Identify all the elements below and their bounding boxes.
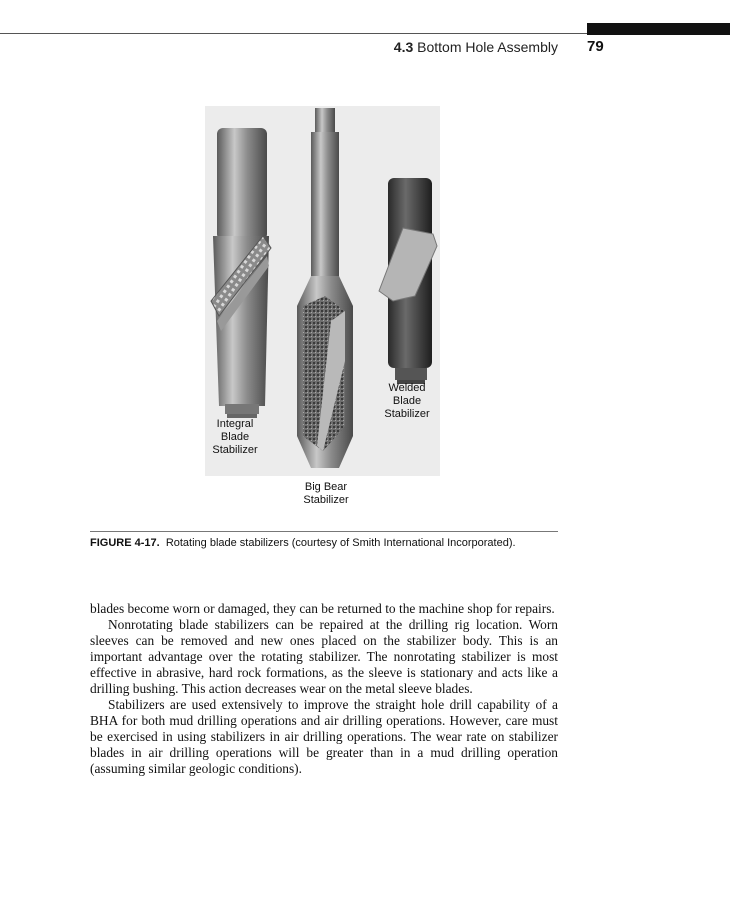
page-number: 79 (587, 38, 604, 55)
caption-rule (90, 531, 558, 532)
section-number: 4.3 (393, 39, 414, 55)
caption-text: Rotating blade stabilizers (courtesy of Smith International Incorporated). (165, 537, 516, 549)
label-welded-blade-stabilizer: Welded Blade Stabilizer (384, 382, 430, 420)
section-title: Bottom Hole Assembly (417, 39, 558, 55)
paragraph-nonrotating: Nonrotating blade stabilizers can be repaired at the drilling rig location. Worn sleeves can be removed and new ones placed on the stabilizer body. This is an important advantage over the rotating stabilizer. The nonrotating stabilizer is most effective in abrasive, hard rock formations, as the sleeve is stationary and acts like a drilling bushing. This action decreases wear on the metal sleeve blades. (90, 617, 558, 696)
figure-caption (90, 537, 590, 549)
integral-stabilizer (211, 128, 271, 418)
paragraph-continued: blades become worn or damaged, they can be returned to the machine shop for repairs. (90, 601, 555, 616)
big-bear-stabilizer (297, 108, 353, 468)
welded-stabilizer (379, 178, 437, 384)
caption-label: FIGURE 4-17. (90, 537, 160, 549)
running-head (394, 39, 558, 55)
label-integral-blade-stabilizer: Integral Blade Stabilizer (212, 418, 258, 456)
header-rule (0, 33, 587, 34)
label-big-bear-stabilizer: Big Bear Stabilizer (303, 481, 349, 506)
paragraph-stabilizer-usage: Stabilizers are used extensively to improve the straight hole drill capability of a BHA for both mud drilling operations and air drilling operations. However, care must be exercised in using stabilizers in air drilling operations. The wear rate on stabilizer blades in air drilling operations will be greater than in a mud drilling operation (assuming similar geologic conditions). (90, 697, 558, 776)
body-text (90, 601, 558, 777)
header-corner-bar (587, 23, 730, 35)
